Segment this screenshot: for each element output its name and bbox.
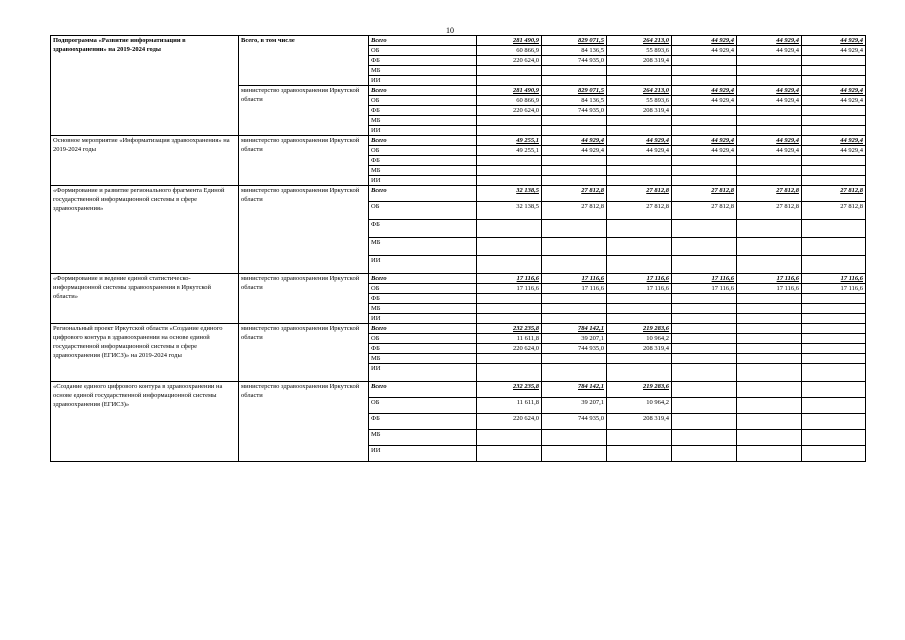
executor-cell: Всего, в том числе (239, 36, 369, 86)
table-row (51, 382, 866, 398)
value-cell: 44 929,4 (672, 46, 737, 56)
executor-cell: министерство здравоохранения Иркутской области (239, 186, 369, 274)
value-cell: 829 071,5 (542, 36, 607, 46)
value-cell (477, 220, 542, 238)
value-cell: 39 207,1 (542, 334, 607, 344)
value-cell (477, 256, 542, 274)
value-cell: 44 929,4 (802, 36, 866, 46)
funding-source-cell: Всего (369, 136, 477, 146)
value-cell (542, 76, 607, 86)
value-cell (802, 66, 866, 76)
value-cell: 17 116,6 (477, 284, 542, 294)
funding-source-cell: ФБ (369, 294, 477, 304)
value-cell: 44 929,4 (737, 136, 802, 146)
value-cell (802, 256, 866, 274)
funding-source-cell: МБ (369, 66, 477, 76)
funding-source-cell: ИИ (369, 446, 477, 462)
value-cell (477, 166, 542, 176)
value-cell (477, 66, 542, 76)
value-cell (737, 398, 802, 414)
value-cell (607, 176, 672, 186)
value-cell: 44 929,4 (542, 146, 607, 156)
value-cell: 27 812,8 (607, 186, 672, 202)
table-row (51, 136, 866, 146)
value-cell (607, 304, 672, 314)
funding-source-cell: ФБ (369, 56, 477, 66)
value-cell (607, 220, 672, 238)
value-cell (737, 176, 802, 186)
value-cell (672, 354, 737, 364)
value-cell: 208 319,4 (607, 344, 672, 354)
value-cell (802, 220, 866, 238)
value-cell (477, 116, 542, 126)
value-cell (672, 176, 737, 186)
value-cell: 55 893,6 (607, 96, 672, 106)
value-cell: 44 929,4 (542, 136, 607, 146)
value-cell (607, 314, 672, 324)
value-cell: 17 116,6 (802, 274, 866, 284)
funding-source-cell: ОБ (369, 284, 477, 294)
value-cell: 744 935,0 (542, 344, 607, 354)
value-cell (737, 116, 802, 126)
funding-source-cell: Всего (369, 86, 477, 96)
value-cell: 39 207,1 (542, 398, 607, 414)
value-cell (672, 324, 737, 334)
value-cell (737, 430, 802, 446)
executor-cell: министерство здравоохранения Иркутской области (239, 324, 369, 382)
value-cell (607, 66, 672, 76)
value-cell (542, 126, 607, 136)
value-cell (607, 116, 672, 126)
value-cell (672, 106, 737, 116)
value-cell (737, 56, 802, 66)
value-cell: 281 490,9 (477, 36, 542, 46)
value-cell (542, 446, 607, 462)
program-name-cell: «Создание единого цифрового контура в здравоохранении на основе единой государственной информационной системы здравоохранения (ЕГИСЗ)» (51, 382, 239, 462)
value-cell (672, 344, 737, 354)
value-cell (542, 238, 607, 256)
value-cell: 44 929,4 (737, 46, 802, 56)
value-cell (802, 446, 866, 462)
program-name-cell: Подпрограмма «Развитие информатизации в здравоохранении» на 2019-2024 годы (51, 36, 239, 136)
value-cell (802, 156, 866, 166)
value-cell: 17 116,6 (672, 284, 737, 294)
value-cell (607, 364, 672, 382)
funding-source-cell: ИИ (369, 126, 477, 136)
value-cell (737, 304, 802, 314)
value-cell (607, 156, 672, 166)
value-cell: 744 935,0 (542, 414, 607, 430)
value-cell: 27 812,8 (672, 202, 737, 220)
executor-cell: министерство здравоохранения Иркутской области (239, 382, 369, 462)
value-cell: 10 964,2 (607, 334, 672, 344)
table-row (51, 186, 866, 202)
value-cell (607, 76, 672, 86)
value-cell (737, 126, 802, 136)
value-cell: 44 929,4 (802, 146, 866, 156)
value-cell (802, 414, 866, 430)
value-cell (542, 116, 607, 126)
value-cell: 44 929,4 (802, 96, 866, 106)
value-cell: 32 138,5 (477, 202, 542, 220)
value-cell: 44 929,4 (672, 96, 737, 106)
program-name-cell: «Формирование и развитие регионального фрагмента Единой государственной информационной системы в сфере здравоохранения» (51, 186, 239, 274)
value-cell: 17 116,6 (607, 284, 672, 294)
value-cell (802, 126, 866, 136)
value-cell (607, 166, 672, 176)
value-cell: 744 935,0 (542, 56, 607, 66)
value-cell: 232 235,8 (477, 382, 542, 398)
value-cell (737, 256, 802, 274)
funding-source-cell: Всего (369, 274, 477, 284)
funding-source-cell: ИИ (369, 76, 477, 86)
value-cell: 44 929,4 (737, 146, 802, 156)
value-cell: 84 136,5 (542, 46, 607, 56)
value-cell: 32 138,5 (477, 186, 542, 202)
value-cell: 84 136,5 (542, 96, 607, 106)
value-cell: 27 812,8 (542, 202, 607, 220)
value-cell (607, 446, 672, 462)
value-cell: 11 611,8 (477, 398, 542, 414)
funding-source-cell: ОБ (369, 334, 477, 344)
funding-source-cell: ОБ (369, 46, 477, 56)
value-cell (542, 304, 607, 314)
value-cell (477, 314, 542, 324)
program-name-cell: Основное мероприятие «Информатизация здравоохранения» на 2019-2024 годы (51, 136, 239, 186)
executor-cell: министерство здравоохранения Иркутской области (239, 86, 369, 136)
value-cell (542, 256, 607, 274)
value-cell: 219 283,6 (607, 324, 672, 334)
funding-source-cell: ИИ (369, 314, 477, 324)
value-cell (542, 220, 607, 238)
value-cell: 17 116,6 (477, 274, 542, 284)
funding-source-cell: ОБ (369, 96, 477, 106)
value-cell (802, 354, 866, 364)
value-cell: 44 929,4 (607, 136, 672, 146)
table-row (51, 36, 866, 46)
value-cell: 27 812,8 (542, 186, 607, 202)
executor-cell: министерство здравоохранения Иркутской области (239, 136, 369, 186)
value-cell: 17 116,6 (737, 284, 802, 294)
value-cell: 17 116,6 (737, 274, 802, 284)
value-cell: 264 213,0 (607, 36, 672, 46)
value-cell (607, 430, 672, 446)
value-cell (672, 66, 737, 76)
value-cell (672, 56, 737, 66)
value-cell: 27 812,8 (607, 202, 672, 220)
value-cell: 208 319,4 (607, 414, 672, 430)
value-cell (607, 294, 672, 304)
value-cell (672, 126, 737, 136)
funding-source-cell: ОБ (369, 146, 477, 156)
funding-source-cell: ФБ (369, 220, 477, 238)
table-row (51, 324, 866, 334)
value-cell: 220 624,0 (477, 106, 542, 116)
value-cell (737, 156, 802, 166)
value-cell (737, 238, 802, 256)
value-cell (802, 334, 866, 344)
value-cell (672, 166, 737, 176)
value-cell: 281 490,9 (477, 86, 542, 96)
value-cell (737, 166, 802, 176)
value-cell: 44 929,4 (802, 136, 866, 146)
value-cell (477, 446, 542, 462)
value-cell (737, 294, 802, 304)
value-cell (477, 364, 542, 382)
funding-source-cell: МБ (369, 166, 477, 176)
funding-source-cell: ИИ (369, 364, 477, 382)
value-cell (542, 364, 607, 382)
value-cell: 784 142,1 (542, 382, 607, 398)
value-cell (802, 176, 866, 186)
funding-source-cell: Всего (369, 382, 477, 398)
value-cell: 219 283,6 (607, 382, 672, 398)
value-cell (802, 430, 866, 446)
value-cell: 784 142,1 (542, 324, 607, 334)
program-name-cell: Региональный проект Иркутской области «Создание единого цифрового контура в здравоохранении на основе единой государственной информационной системы в сфере здравоохранения (ЕГИСЗ)» на 2019-2024 годы (51, 324, 239, 382)
value-cell (672, 414, 737, 430)
budget-table (50, 35, 866, 462)
value-cell (672, 314, 737, 324)
value-cell (802, 166, 866, 176)
value-cell: 17 116,6 (802, 284, 866, 294)
value-cell (737, 354, 802, 364)
value-cell (607, 238, 672, 256)
value-cell: 744 935,0 (542, 106, 607, 116)
value-cell (672, 238, 737, 256)
value-cell: 27 812,8 (672, 186, 737, 202)
value-cell: 44 929,4 (802, 86, 866, 96)
value-cell (737, 66, 802, 76)
value-cell (477, 76, 542, 86)
value-cell (802, 56, 866, 66)
value-cell: 27 812,8 (737, 186, 802, 202)
value-cell: 44 929,4 (737, 86, 802, 96)
funding-source-cell: Всего (369, 36, 477, 46)
value-cell (542, 354, 607, 364)
value-cell (672, 220, 737, 238)
value-cell (672, 430, 737, 446)
value-cell (607, 126, 672, 136)
value-cell (737, 76, 802, 86)
value-cell: 49 255,1 (477, 146, 542, 156)
program-name-cell: «Формирование и ведение единой статистическо-информационной системы здравоохранения в Иркутской области» (51, 274, 239, 324)
value-cell (477, 304, 542, 314)
funding-source-cell: ОБ (369, 202, 477, 220)
value-cell: 27 812,8 (802, 186, 866, 202)
funding-source-cell: ФБ (369, 344, 477, 354)
value-cell (477, 294, 542, 304)
value-cell (802, 304, 866, 314)
funding-source-cell: ОБ (369, 398, 477, 414)
value-cell (672, 294, 737, 304)
value-cell: 27 812,8 (802, 202, 866, 220)
value-cell (737, 220, 802, 238)
funding-source-cell: ФБ (369, 106, 477, 116)
value-cell (542, 66, 607, 76)
value-cell (672, 364, 737, 382)
value-cell (542, 166, 607, 176)
funding-source-cell: МБ (369, 116, 477, 126)
value-cell: 44 929,4 (607, 146, 672, 156)
value-cell: 208 319,4 (607, 56, 672, 66)
value-cell: 208 319,4 (607, 106, 672, 116)
funding-source-cell: МБ (369, 304, 477, 314)
value-cell (802, 238, 866, 256)
value-cell (802, 76, 866, 86)
value-cell (802, 382, 866, 398)
executor-cell: министерство здравоохранения Иркутской области (239, 274, 369, 324)
value-cell (802, 294, 866, 304)
funding-source-cell: Всего (369, 324, 477, 334)
value-cell: 44 929,4 (672, 86, 737, 96)
value-cell (477, 430, 542, 446)
value-cell (802, 344, 866, 354)
value-cell (672, 446, 737, 462)
value-cell (737, 446, 802, 462)
value-cell: 44 929,4 (672, 36, 737, 46)
value-cell (477, 156, 542, 166)
value-cell (737, 324, 802, 334)
value-cell (672, 334, 737, 344)
value-cell (802, 364, 866, 382)
value-cell (737, 382, 802, 398)
value-cell (737, 364, 802, 382)
funding-source-cell: ФБ (369, 414, 477, 430)
value-cell (477, 354, 542, 364)
value-cell: 49 255,1 (477, 136, 542, 146)
value-cell: 17 116,6 (607, 274, 672, 284)
value-cell (477, 126, 542, 136)
value-cell: 10 964,2 (607, 398, 672, 414)
funding-source-cell: ИИ (369, 256, 477, 274)
page-number: 10 (446, 26, 454, 35)
value-cell (802, 116, 866, 126)
value-cell (672, 382, 737, 398)
value-cell: 17 116,6 (672, 274, 737, 284)
value-cell (542, 156, 607, 166)
value-cell (607, 256, 672, 274)
funding-source-cell: ИИ (369, 176, 477, 186)
value-cell: 220 624,0 (477, 344, 542, 354)
value-cell: 27 812,8 (737, 202, 802, 220)
value-cell: 264 213,0 (607, 86, 672, 96)
value-cell: 44 929,4 (737, 36, 802, 46)
value-cell: 44 929,4 (672, 136, 737, 146)
funding-source-cell: МБ (369, 354, 477, 364)
value-cell (737, 414, 802, 430)
value-cell: 232 235,8 (477, 324, 542, 334)
value-cell (672, 116, 737, 126)
table-row (51, 274, 866, 284)
value-cell (737, 106, 802, 116)
value-cell (542, 314, 607, 324)
value-cell (672, 256, 737, 274)
value-cell: 44 929,4 (672, 146, 737, 156)
funding-source-cell: Всего (369, 186, 477, 202)
value-cell (542, 176, 607, 186)
value-cell (672, 304, 737, 314)
value-cell: 11 611,8 (477, 334, 542, 344)
value-cell: 829 071,5 (542, 86, 607, 96)
value-cell (737, 334, 802, 344)
value-cell (672, 398, 737, 414)
value-cell: 17 116,6 (542, 284, 607, 294)
value-cell: 60 866,9 (477, 96, 542, 106)
value-cell (802, 324, 866, 334)
value-cell (477, 176, 542, 186)
value-cell (542, 294, 607, 304)
value-cell (607, 354, 672, 364)
value-cell (672, 76, 737, 86)
value-cell: 44 929,4 (802, 46, 866, 56)
value-cell (542, 430, 607, 446)
value-cell (737, 344, 802, 354)
value-cell (802, 398, 866, 414)
value-cell (477, 238, 542, 256)
value-cell (802, 314, 866, 324)
budget-table-body (51, 36, 866, 462)
value-cell (802, 106, 866, 116)
value-cell: 44 929,4 (737, 96, 802, 106)
value-cell: 17 116,6 (542, 274, 607, 284)
value-cell (672, 156, 737, 166)
value-cell: 55 893,6 (607, 46, 672, 56)
funding-source-cell: МБ (369, 430, 477, 446)
value-cell: 60 866,9 (477, 46, 542, 56)
funding-source-cell: ФБ (369, 156, 477, 166)
funding-source-cell: МБ (369, 238, 477, 256)
value-cell (737, 314, 802, 324)
value-cell: 220 624,0 (477, 414, 542, 430)
value-cell: 220 624,0 (477, 56, 542, 66)
